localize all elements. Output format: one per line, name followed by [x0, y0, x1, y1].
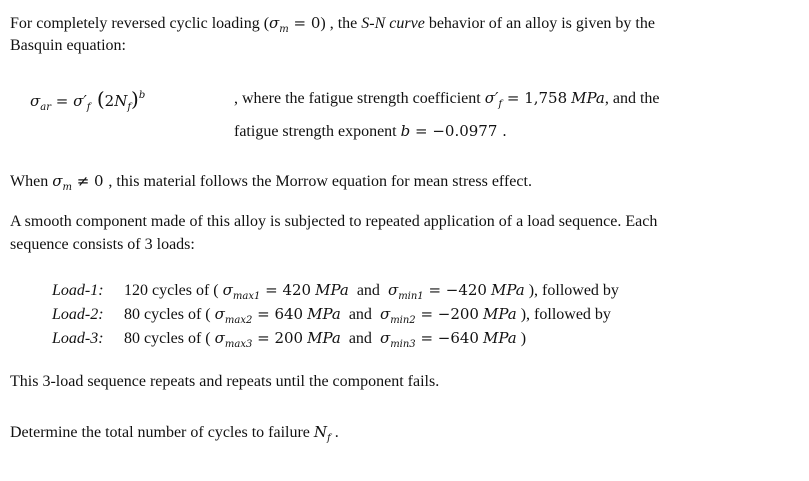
load-3-line: Load-3: 80 cycles of ( $\sigma_{max3} = 200$ MPa and $\sigma_{min3} = -640$ MPa ) [52, 329, 527, 350]
sn-curve-term: S-N curve [361, 15, 425, 32]
intro-line-1: For completely reversed cyclic loading $(\sigma_m = 0)$ , the S-N curve behavior of an alloy is given by the [10, 14, 655, 35]
basquin-exponent-line: fatigue strength exponent b = −0.0977 . [234, 122, 507, 140]
morrow-line: When $\sigma_m \ne 0$ , this material follows the Morrow equation for mean stress effect. [10, 172, 532, 193]
component-line-2: sequence consists of 3 loads: [10, 236, 195, 253]
load-1-line: Load-1: 120 cycles of ( $\sigma_{max1} = 420$ MPa and $\sigma_{min1} = -420$ MPa ), followed by [52, 281, 619, 302]
basquin-equation: $\sigma_{ar} = \sigma'_f$ $(2N_f)^b$ [30, 87, 146, 113]
component-line-1: A smooth component made of this alloy is subjected to repeated application of a load sequence. Each [10, 213, 658, 230]
load-2-line: Load-2: 80 cycles of ( $\sigma_{max2} = 640$ MPa and $\sigma_{min2} = -200$ MPa ), followed by [52, 305, 611, 326]
exponent-value: −0.0977 [432, 122, 498, 140]
intro-text: For completely reversed cyclic loading ( [10, 15, 270, 32]
coefficient-value: 1,758 [524, 89, 568, 107]
question-line: Determine the total number of cycles to failure $N_f$ . [10, 423, 339, 444]
intro-line-2: Basquin equation: [10, 37, 126, 54]
repeat-line: This 3-load sequence repeats and repeats until the component fails. [10, 373, 440, 390]
basquin-coefficient-line: , where the fatigue strength coefficient $\sigma'_f = 1,758$ MPa, and the [234, 89, 660, 110]
